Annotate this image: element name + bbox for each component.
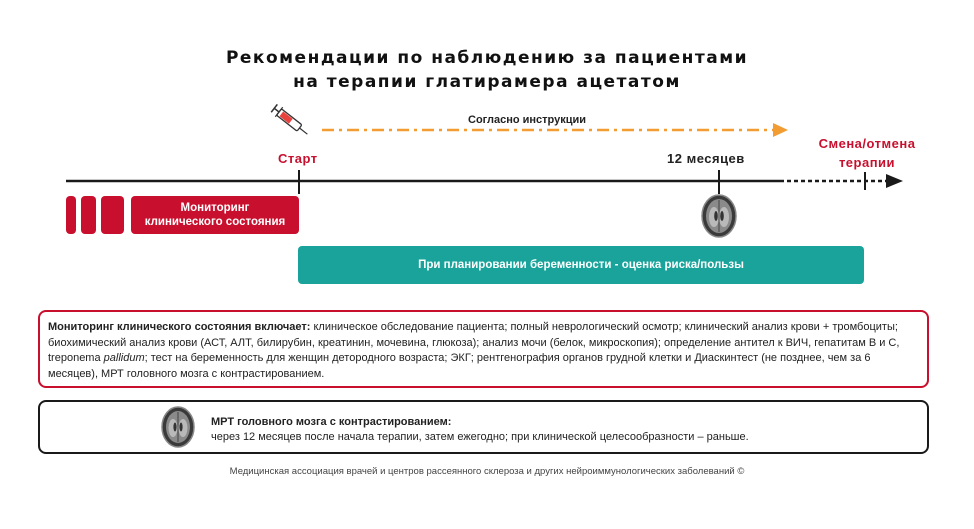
instruction-label: Согласно инструкции [468,114,587,126]
pregnancy-box-text: При планировании беременности - оценка риска/пользы [418,259,744,271]
monitoring-info-text-1: клиническое обследование пациента; полный неврологический осмотр; клинический анализ крови + тромбоциты; биохимический анализ крови (АСТ, АЛТ, билирубин, креатинин, мочевина, глюкоза); анализ мочи (белок, микроскопия); определение антител к ВИЧ, гепатитам В и С, treponema [48,321,900,364]
instruction-arrow-head [773,123,788,137]
monitoring-box-line1: Мониторинг [180,202,250,214]
twelve-months-label: 12 месяцев [667,151,745,166]
page-title-line2: на терапии глатирамера ацетатом [293,72,681,92]
mri-info-text: через 12 месяцев после начала терапии, затем ежегодно; при клинической целесообразности – раньше. [211,431,749,443]
monitoring-info-text-2: ; тест на беременность для женщин детородного возраста; ЭКГ; рентгенография органов грудной клетки и Диаскинтест (не позднее, чем за 6 месяцев), МРТ головного мозга с контрастированием. [48,352,871,380]
pre-start-bar-3 [101,196,124,234]
therapy-change-label [802,134,932,172]
mri-info-box [38,400,929,454]
monitoring-box-line2: клинического состояния [144,216,286,228]
therapy-change-label-line2: терапии [838,155,896,170]
pregnancy-box [298,246,864,284]
pre-start-bar-1 [66,196,76,234]
mri-info-heading: МРТ головного мозга с контрастированием: [211,416,452,428]
mri-info-text-block [211,415,749,445]
monitoring-box [131,196,299,234]
timeline-arrow-head [886,174,903,188]
start-label: Старт [278,151,318,166]
monitoring-info-box [38,310,929,388]
monitoring-info-heading: Мониторинг клинического состояния включает: [48,321,311,333]
syringe-icon [271,104,311,139]
page-title-line1: Рекомендации по наблюдению за пациентами [225,48,749,68]
pre-start-bar-2 [81,196,96,234]
footer-copyright: Медицинская ассоциация врачей и центров рассеянного склероза и других нейроиммунологических заболеваний © [229,466,745,477]
monitoring-info-italic: pallidum [103,352,145,364]
brain-mri-icon [702,195,736,237]
therapy-change-label-line1: Смена/отмена [818,136,916,151]
